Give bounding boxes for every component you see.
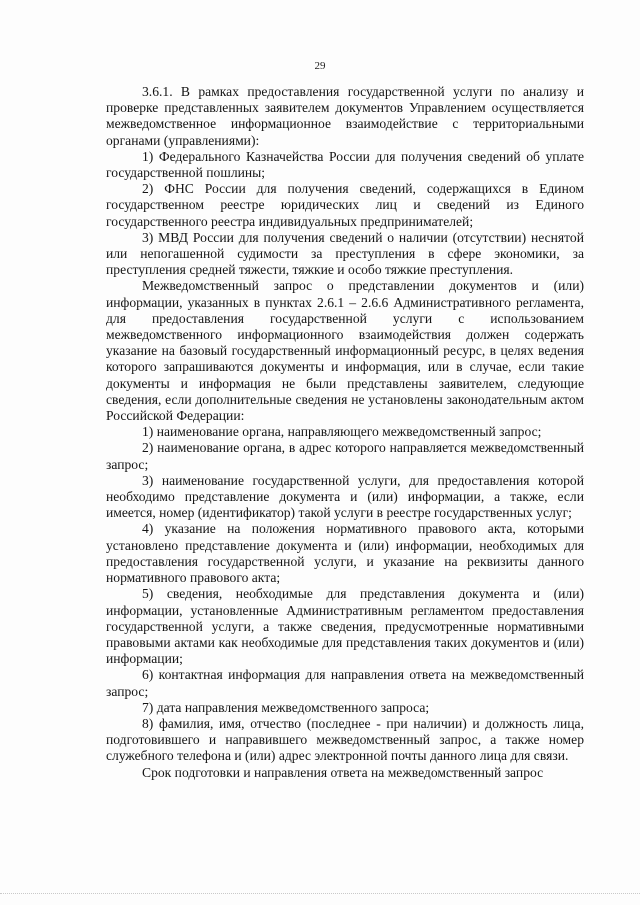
paragraph-request-contents: Межведомственный запрос о представлении документов и (или) информации, указанных в пунктах 2.6.1 – 2.6.6 Административного регламента, для предоставления государственной услуги с использованием межведомственного информационного взаимодействия должен содержать указание на базовый государственный информационный ресурс, в целях ведения которого запрашиваются документы и информация, или в случае, если такие документы и информация не были представлены заявителем, следующие сведения, если дополнительные сведения не установлены законодательным актом Российской Федерации: (106, 278, 584, 424)
list-item-responsible-person: 8) фамилия, имя, отчество (последнее - при наличии) и должность лица, подготовившего и направившего межведомственный запрос, а также номер служебного телефона и (или) адрес электронной почты данного лица для связи. (106, 715, 584, 764)
list-item-required-info: 5) сведения, необходимые для представления документа и (или) информации, установленные Административным регламентом предоставления государственной услуги, а также сведения, предусмотренные нормативными правовыми актами как необходимые для представления таких документов и (или) информации; (106, 586, 584, 667)
document-body (106, 84, 584, 781)
list-item-contact-info: 6) контактная информация для направления ответа на межведомственный запрос; (106, 667, 584, 699)
list-item-legal-act: 4) указание на положения нормативного правового акта, которыми установлено представление документа и (или) информации, необходимых для предоставления государственной услуги, и указание на реквизиты данного нормативного правового акта; (106, 521, 584, 586)
scan-edge-line (0, 893, 640, 895)
list-item-recipient-body: 2) наименование органа, в адрес которого направляется межведомственный запрос; (106, 440, 584, 472)
list-item-service-name: 3) наименование государственной услуги, для предоставления которой необходимо представление документа и (или) информации, а также, если имеется, номер (идентификатор) такой услуги в реестре государственных услуг; (106, 472, 584, 521)
list-item-sender-body: 1) наименование органа, направляющего межведомственный запрос; (142, 424, 542, 440)
paragraph-intro: 3.6.1. В рамках предоставления государственной услуги по анализу и проверке представленных заявителем документов Управлением осуществляется межведомственное информационное взаимодействие с территориальными органами (управлениями): (106, 84, 584, 148)
paragraph-response-deadline: Срок подготовки и направления ответа на межведомственный запрос (142, 764, 544, 780)
page-number: 29 (314, 60, 326, 72)
list-item-request-date: 7) дата направления межведомственного запроса; (142, 699, 430, 715)
list-item-fns: 2) ФНС России для получения сведений, содержащихся в Едином государственном реестре юридических лиц и сведений из Единого государственного реестра индивидуальных предпринимателей; (106, 181, 584, 229)
list-item-mvd: 3) МВД России для получения сведений о наличии (отсутствии) неснятой или непогашенной судимости за преступления в сфере экономики, за преступления средней тяжести, тяжкие и особо тяжкие преступления. (106, 229, 584, 278)
list-item-treasury: 1) Федерального Казначейства России для получения сведений об уплате государственной пошлины; (106, 148, 584, 181)
